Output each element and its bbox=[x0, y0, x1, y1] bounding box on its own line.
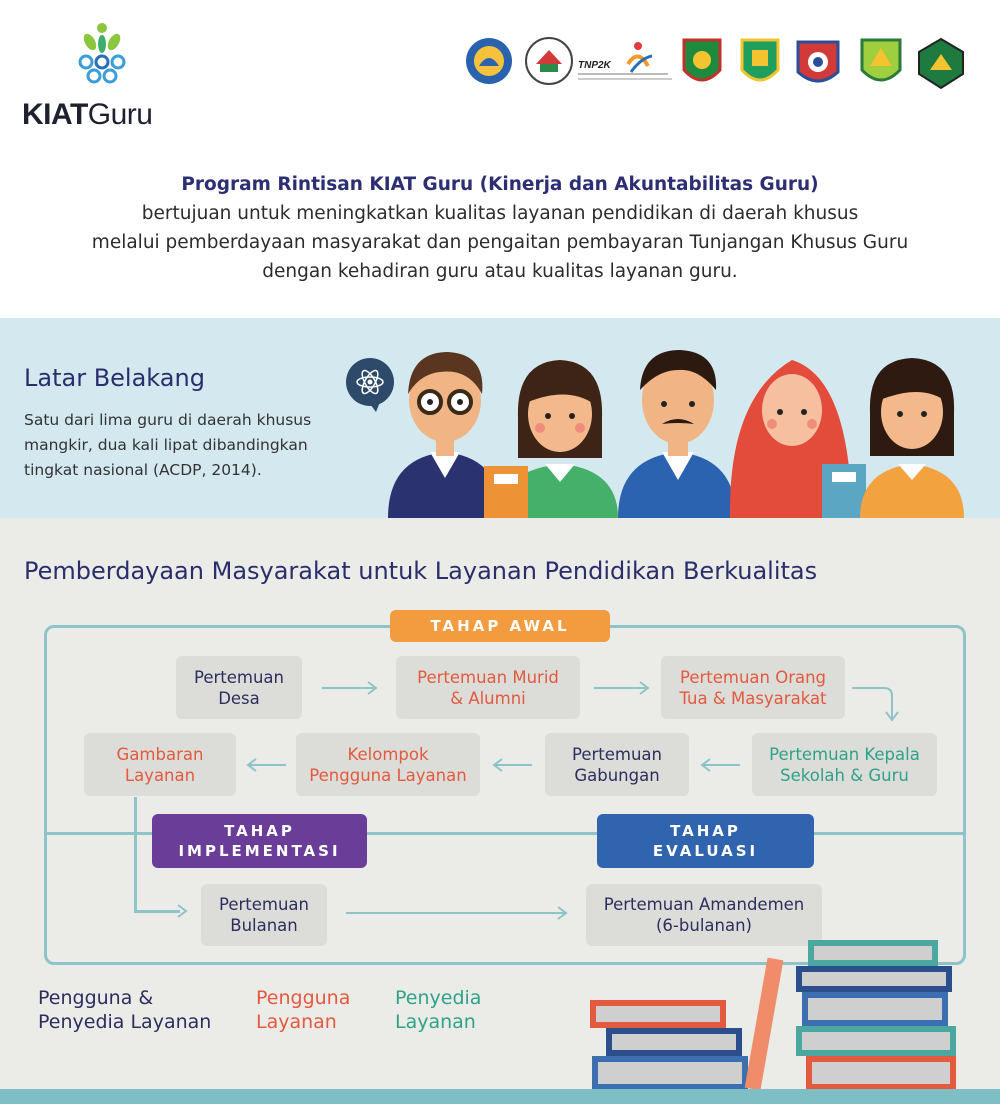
step-line: Desa bbox=[218, 688, 260, 708]
logo-wordmark bbox=[22, 98, 152, 132]
bottom-bar bbox=[0, 1089, 1000, 1104]
arrow-left-icon bbox=[244, 757, 288, 773]
district-logo-5 bbox=[916, 36, 966, 92]
atom-icon bbox=[346, 358, 394, 412]
step-line: Pertemuan bbox=[218, 895, 310, 914]
step-pertemuan-bulanan bbox=[201, 884, 327, 946]
stage-eval-line1: TAHAP bbox=[670, 822, 741, 840]
legend-line: Layanan bbox=[395, 1011, 476, 1033]
district-logo-1 bbox=[680, 36, 724, 92]
books-illustration bbox=[580, 940, 970, 1090]
intro-paragraph bbox=[0, 170, 1000, 286]
step-line: Sekolah & Guru bbox=[780, 765, 909, 785]
step-line: Gabungan bbox=[574, 765, 660, 785]
arrow-left-icon bbox=[698, 757, 742, 773]
arrow-left-icon bbox=[490, 757, 534, 773]
arrow-right-icon bbox=[344, 905, 570, 921]
legend-line: Pengguna & bbox=[38, 987, 154, 1009]
legend-penyedia bbox=[395, 986, 481, 1034]
svg-text:TNP2K: TNP2K bbox=[578, 60, 611, 71]
logo-text-kiat: KIAT bbox=[22, 98, 88, 131]
step-line: (6-bulanan) bbox=[656, 916, 752, 935]
stage-implementasi-label bbox=[152, 814, 367, 868]
step-line: Pertemuan Amandemen bbox=[603, 895, 805, 914]
kemendesa-logo bbox=[524, 36, 574, 86]
kiat-guru-flower-icon bbox=[78, 22, 126, 94]
legend-pengguna bbox=[256, 986, 350, 1034]
background-title: Latar Belakang bbox=[24, 364, 205, 392]
step-line: Pengguna Layanan bbox=[309, 765, 467, 785]
tnp2k-logo bbox=[576, 36, 676, 86]
teacher-figure-5 bbox=[860, 358, 964, 518]
district-logo-3 bbox=[794, 36, 842, 92]
legend-line: Pengguna bbox=[256, 987, 351, 1009]
step-line: & Alumni bbox=[450, 688, 526, 708]
partner-logos bbox=[462, 36, 972, 96]
stage-awal-label: TAHAP AWAL bbox=[390, 610, 610, 642]
kiat-guru-logo bbox=[22, 22, 172, 132]
legend-line: Penyedia bbox=[395, 987, 482, 1009]
step-pertemuan-murid bbox=[396, 656, 580, 719]
step-line: Bulanan bbox=[230, 916, 298, 935]
step-line: Pertemuan Murid bbox=[417, 667, 559, 687]
teachers-illustration bbox=[340, 338, 980, 518]
intro-headline: Program Rintisan KIAT Guru (Kinerja dan Akuntabilitas Guru) bbox=[181, 174, 819, 195]
logo-text-guru: Guru bbox=[87, 98, 153, 131]
step-line: Layanan bbox=[124, 765, 196, 785]
kemendikbud-logo bbox=[464, 36, 514, 86]
step-line: Pertemuan Kepala bbox=[769, 744, 920, 764]
step-line: Pertemuan Orang bbox=[679, 667, 827, 687]
stage-impl-line2: IMPLEMENTASI bbox=[178, 842, 341, 860]
district-logo-2 bbox=[738, 36, 782, 92]
teacher-figure-4 bbox=[730, 360, 866, 518]
step-line: Pertemuan bbox=[571, 744, 663, 764]
stage-impl-line1: TAHAP bbox=[224, 822, 295, 840]
connector-line bbox=[134, 797, 137, 912]
intro-line: bertujuan untuk meningkatkan kualitas layanan pendidikan di daerah khusus bbox=[141, 203, 859, 224]
step-line: Gambaran bbox=[116, 744, 204, 764]
legend-line: Penyedia Layanan bbox=[38, 1011, 212, 1033]
teacher-figure-3 bbox=[618, 350, 736, 518]
step-pertemuan-amandemen bbox=[586, 884, 822, 946]
arrow-right-icon bbox=[320, 680, 380, 696]
intro-line: melalui pemberdayaan masyarakat dan pengaitan pembayaran Tunjangan Khusus Guru bbox=[91, 232, 909, 253]
background-text: Satu dari lima guru di daerah khusus mangkir, dua kali lipat dibandingkan tingkat nasional (ACDP, 2014). bbox=[24, 411, 312, 479]
arrow-right-icon bbox=[170, 903, 190, 919]
step-line: Pertemuan bbox=[193, 667, 285, 687]
legend-line: Layanan bbox=[256, 1011, 337, 1033]
step-line: Kelompok bbox=[347, 744, 429, 764]
stage-evaluasi-label bbox=[597, 814, 814, 868]
legend-pengguna-penyedia bbox=[38, 986, 211, 1034]
step-pertemuan-desa bbox=[176, 656, 302, 719]
district-logo-4 bbox=[858, 36, 904, 92]
step-pertemuan-gabungan bbox=[545, 733, 689, 796]
step-pertemuan-orang-tua bbox=[661, 656, 845, 719]
step-gambaran-layanan bbox=[84, 733, 236, 796]
step-kelompok-pengguna bbox=[296, 733, 480, 796]
step-pertemuan-kepala-sekolah bbox=[752, 733, 937, 796]
arrow-down-curve-icon bbox=[850, 680, 904, 724]
arrow-right-icon bbox=[592, 680, 652, 696]
teacher-figure-2 bbox=[484, 360, 618, 518]
process-title: Pemberdayaan Masyarakat untuk Layanan Pendidikan Berkualitas bbox=[24, 557, 818, 585]
step-line: Tua & Masyarakat bbox=[679, 688, 827, 708]
intro-line: dengan kehadiran guru atau kualitas layanan guru. bbox=[262, 261, 738, 282]
stage-eval-line2: EVALUASI bbox=[652, 842, 759, 860]
